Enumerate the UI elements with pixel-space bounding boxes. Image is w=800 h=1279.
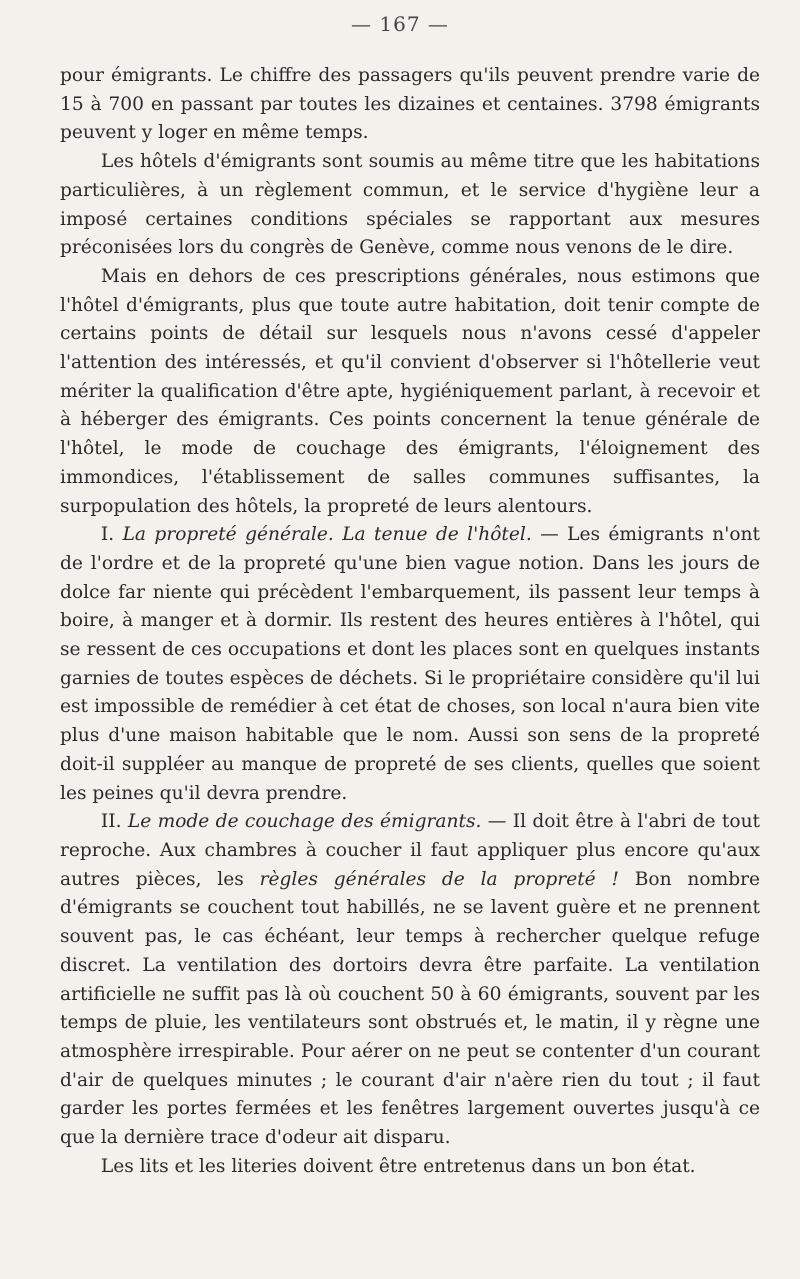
paragraph: Les lits et les literies doivent être entretenus dans un bon état. <box>100 1155 696 1177</box>
paragraph-section-1 <box>60 521 760 808</box>
section-title: La propreté générale. La tenue de l'hôtel. <box>122 524 532 546</box>
section-text-continued: Bon nombre d'émigrants se couchent tout habillés, ne se lavent guère et ne prennent souvent pas, le cas échéant, leur temps à rechercher quelque refuge discret. La ventilation des dortoirs devra être parfaite. La ventilation artificielle ne suffit pas là où couchent 50 à 60 émigrants, souvent par les temps de pluie, les ventilateurs sont obstrués et, le matin, il y règne une atmosphère irrespirable. Pour aérer on ne peut se contenter d'un courant d'air de quelques minutes ; le courant d'air n'aère rien du tout ; il faut garder les portes fermées et les fenêtres largement ouvertes jusqu'à ce que la dernière trace d'odeur ait disparu. <box>60 868 760 1149</box>
paragraph: Les hôtels d'émigrants sont soumis au même titre que les habitations particulières, à un règlement commun, et le service d'hygiène leur a imposé certaines conditions spéciales se rapportant aux mesures préconisées lors du congrès de Genève, comme nous venons de le dire. <box>60 151 760 259</box>
paragraph-section-2 <box>60 808 760 1152</box>
section-title: Le mode de couchage des émigrants. <box>127 811 482 833</box>
emphasis-text: règles générales de la propreté ! <box>259 868 619 890</box>
page-number: — 167 — <box>351 12 449 36</box>
body-text <box>60 62 760 1181</box>
section-text: — Les émigrants n'ont de l'ordre et de la propreté qu'une bien vague notion. Dans les jours de dolce far niente qui précèdent l'embarquement, ils passent leur temps à boire, à manger et à dormir. Ils restent des heures entières à l'hôtel, qui se ressent de ces occupations et dont les places sont en quelques instants garnies de toutes espèces de déchets. Si le propriétaire considère qu'il lui est impossible de remédier à cet état de choses, son local n'aura bien vite plus d'une maison habitable que le nom. Aussi son sens de la propreté doit-il suppléer au manque de propreté de ses clients, quelles que soient les peines qu'il devra prendre. <box>60 524 761 804</box>
paragraph: pour émigrants. Le chiffre des passagers qu'ils peuvent prendre varie de 15 à 700 en passant par toutes les dizaines et centaines. 3798 émigrants peuvent y loger en même temps. <box>60 65 760 144</box>
paragraph: Mais en dehors de ces prescriptions générales, nous estimons que l'hôtel d'émigrants, plus que toute autre habitation, doit tenir compte de certains points de détail sur lesquels nous n'avons cessé d'appeler l'attention des intéressés, et qu'il convient d'observer si l'hôtellerie veut mériter la qualification d'être apte, hygiéniquement parlant, à recevoir et à héberger des émigrants. Ces points concernent la tenue générale de l'hôtel, le mode de couchage des émigrants, l'éloignement des immondices, l'établissement de salles communes suffisantes, la surpopulation des hôtels, la propreté de leurs alentours. <box>60 265 760 517</box>
section-number: II. <box>100 811 128 833</box>
section-text: — Il doit être à l'abri de tout reproche. Aux chambres à coucher il faut appliquer plus encore qu'aux autres pièces, les <box>60 811 761 890</box>
section-number: I. <box>100 524 123 546</box>
